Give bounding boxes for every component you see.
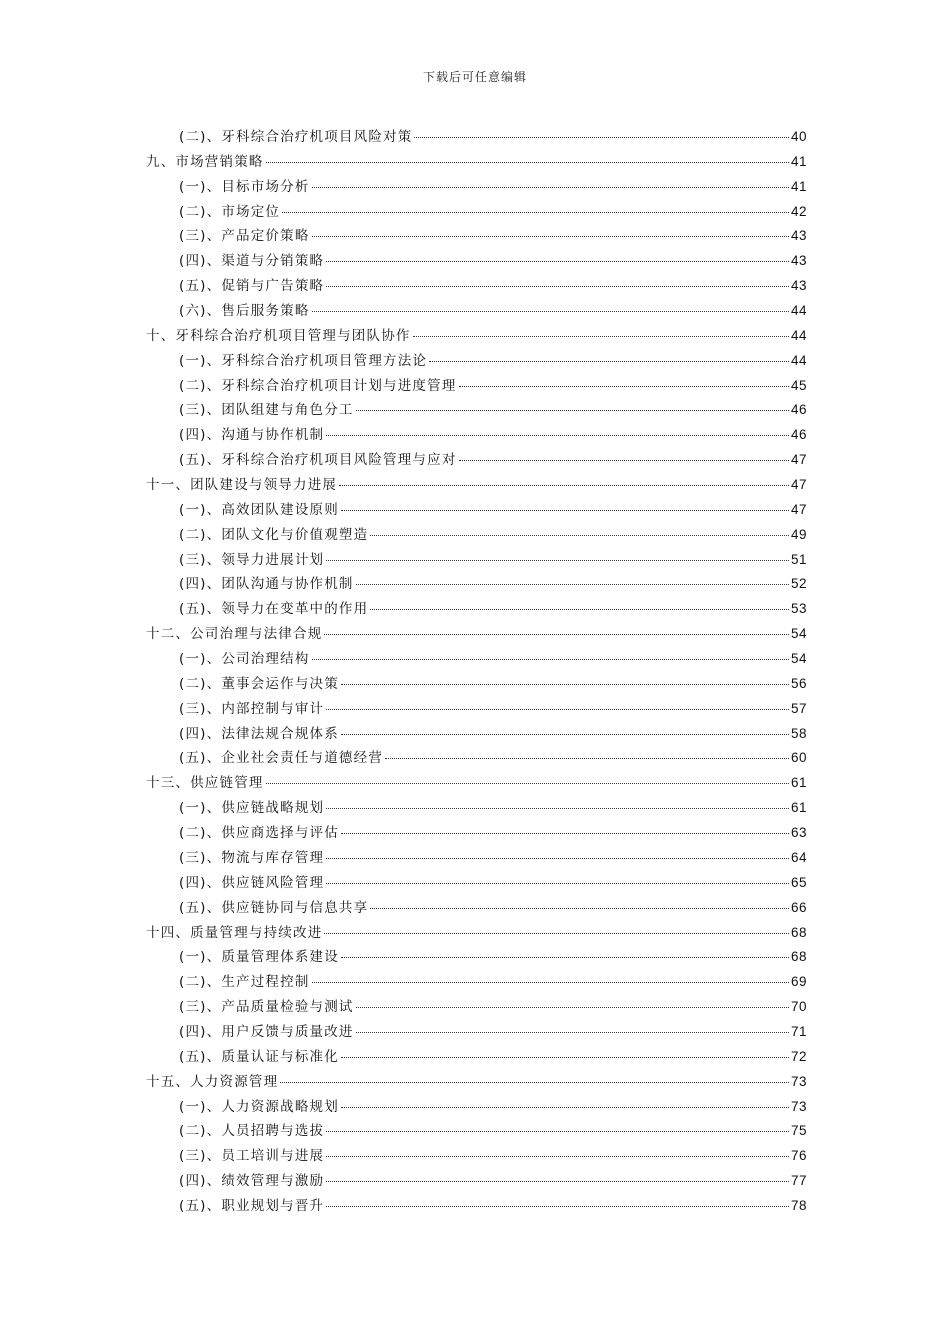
toc-dot-leader — [356, 410, 789, 411]
toc-page-number: 66 — [790, 899, 807, 915]
toc-entry-label: (四)、用户反馈与质量改进 — [179, 1023, 354, 1040]
toc-page-number: 44 — [790, 303, 807, 319]
toc-entry-label: (四)、沟通与协作机制 — [179, 427, 325, 444]
toc-dot-leader — [326, 560, 789, 561]
toc-entry-label: (五)、领导力在变革中的作用 — [179, 601, 369, 618]
toc-section-entry[interactable] — [146, 1144, 807, 1169]
toc-dot-leader — [326, 435, 789, 436]
toc-dot-leader — [341, 1057, 789, 1058]
toc-dot-leader — [459, 460, 789, 461]
toc-entry-label: (二)、供应商选择与评估 — [179, 825, 339, 842]
toc-section-entry[interactable] — [146, 374, 807, 399]
toc-section-entry[interactable] — [146, 249, 807, 274]
toc-chapter-entry[interactable] — [146, 771, 807, 796]
toc-dot-leader — [326, 858, 789, 859]
toc-section-entry[interactable] — [146, 697, 807, 722]
toc-dot-leader — [326, 286, 789, 287]
toc-entry-label: (四)、供应链风险管理 — [179, 874, 325, 891]
toc-dot-leader — [326, 1181, 789, 1182]
toc-page-number: 73 — [790, 1073, 807, 1089]
toc-entry-label: (二)、市场定位 — [179, 203, 281, 220]
toc-dot-leader — [326, 709, 789, 710]
toc-dot-leader — [370, 609, 789, 610]
toc-page-number: 51 — [790, 551, 807, 567]
toc-section-entry[interactable] — [146, 548, 807, 573]
toc-entry-label: 十四、质量管理与持续改进 — [146, 924, 323, 941]
toc-dot-leader — [312, 187, 789, 188]
toc-page-number: 61 — [790, 800, 807, 816]
toc-entry-label: (四)、法律法规合规体系 — [179, 725, 339, 742]
toc-section-entry[interactable] — [146, 1045, 807, 1070]
toc-section-entry[interactable] — [146, 597, 807, 622]
toc-page-number: 43 — [790, 228, 807, 244]
toc-dot-leader — [341, 684, 789, 685]
toc-section-entry[interactable] — [146, 1020, 807, 1045]
toc-chapter-entry[interactable] — [146, 921, 807, 946]
toc-page-number: 52 — [790, 576, 807, 592]
toc-page-number: 46 — [790, 402, 807, 418]
toc-section-entry[interactable] — [146, 722, 807, 747]
toc-dot-leader — [280, 1082, 789, 1083]
toc-section-entry[interactable] — [146, 672, 807, 697]
toc-section-entry[interactable] — [146, 1169, 807, 1194]
toc-entry-label: (四)、渠道与分销策略 — [179, 253, 325, 270]
toc-dot-leader — [370, 908, 789, 909]
toc-page-number: 56 — [790, 675, 807, 691]
toc-dot-leader — [413, 336, 789, 337]
toc-chapter-entry[interactable] — [146, 150, 807, 175]
toc-dot-leader — [414, 137, 789, 138]
toc-entry-label: (二)、牙科综合治疗机项目风险对策 — [179, 129, 413, 145]
toc-section-entry[interactable] — [146, 398, 807, 423]
toc-entry-label: (二)、人员招聘与选拔 — [179, 1123, 325, 1140]
toc-page-number: 73 — [790, 1098, 807, 1114]
toc-entry-label: (一)、高效团队建设原则 — [179, 501, 339, 518]
toc-page-number: 44 — [790, 327, 807, 343]
toc-entry-label: (三)、产品定价策略 — [179, 228, 310, 245]
toc-dot-leader — [312, 982, 789, 983]
toc-page-number: 64 — [790, 849, 807, 865]
toc-page-number: 45 — [790, 377, 807, 393]
toc-entry-label: (二)、董事会运作与决策 — [179, 675, 339, 692]
toc-entry-label: (五)、企业社会责任与道德经营 — [179, 750, 384, 767]
toc-page-number: 54 — [790, 626, 807, 642]
toc-page-number: 57 — [790, 700, 807, 716]
toc-dot-leader — [459, 386, 789, 387]
toc-dot-leader — [356, 1007, 789, 1008]
toc-page-number: 47 — [790, 501, 807, 517]
toc-entry-label: (三)、内部控制与审计 — [179, 700, 325, 717]
toc-page-number: 76 — [790, 1148, 807, 1164]
toc-section-entry[interactable] — [146, 523, 807, 548]
toc-entry-label: (三)、物流与库存管理 — [179, 849, 325, 866]
toc-section-entry[interactable] — [146, 970, 807, 995]
toc-section-entry[interactable] — [146, 746, 807, 771]
toc-dot-leader — [356, 1032, 789, 1033]
toc-entry-label: (三)、领导力进展计划 — [179, 551, 325, 568]
toc-page-number: 61 — [790, 775, 807, 791]
toc-entry-label: (二)、团队文化与价值观塑造 — [179, 526, 369, 543]
toc-dot-leader — [326, 1206, 789, 1207]
toc-dot-leader — [324, 634, 789, 635]
toc-page-number: 72 — [790, 1048, 807, 1064]
toc-dot-leader — [326, 1131, 789, 1132]
toc-section-entry[interactable] — [146, 498, 807, 523]
toc-page-number: 46 — [790, 427, 807, 443]
page-header: 下载后可任意编辑 — [422, 70, 527, 84]
toc-dot-leader — [341, 1107, 789, 1108]
toc-page-number: 42 — [790, 203, 807, 219]
toc-dot-leader — [266, 783, 789, 784]
toc-page-number: 43 — [790, 278, 807, 294]
toc-section-entry[interactable] — [146, 647, 807, 672]
toc-dot-leader — [356, 584, 789, 585]
toc-dot-leader — [339, 485, 789, 486]
toc-entry-label: (三)、团队组建与角色分工 — [179, 402, 354, 419]
toc-entry-label: 十一、团队建设与领导力进展 — [146, 477, 338, 494]
toc-dot-leader — [312, 659, 789, 660]
toc-page-number: 68 — [790, 949, 807, 965]
toc-entry-label: (四)、绩效管理与激励 — [179, 1173, 325, 1190]
toc-section-entry[interactable] — [146, 846, 807, 871]
toc-section-entry[interactable] — [146, 896, 807, 921]
toc-entry-label: 十三、供应链管理 — [146, 775, 264, 792]
toc-dot-leader — [429, 361, 789, 362]
toc-dot-leader — [341, 734, 789, 735]
toc-entry-label: 十五、人力资源管理 — [146, 1073, 279, 1090]
toc-entry-label: 十、牙科综合治疗机项目管理与团队协作 — [146, 327, 411, 344]
toc-entry-label: 十二、公司治理与法律合规 — [146, 626, 323, 643]
toc-dot-leader — [385, 758, 789, 759]
toc-entry-label: (六)、售后服务策略 — [179, 303, 310, 320]
toc-chapter-entry[interactable] — [146, 473, 807, 498]
toc-page-number: 58 — [790, 725, 807, 741]
toc-section-entry[interactable] — [146, 125, 807, 150]
toc-entry-label: (三)、员工培训与进展 — [179, 1148, 325, 1165]
toc-dot-leader — [370, 535, 789, 536]
toc-chapter-entry[interactable] — [146, 1070, 807, 1095]
toc-entry-label: (五)、牙科综合治疗机项目风险管理与应对 — [179, 452, 457, 469]
toc-page-number: 47 — [790, 452, 807, 468]
toc-section-entry[interactable] — [146, 1119, 807, 1144]
toc-section-entry[interactable] — [146, 224, 807, 249]
toc-dot-leader — [266, 162, 789, 163]
toc-dot-leader — [326, 261, 789, 262]
toc-section-entry[interactable] — [146, 572, 807, 597]
toc-dot-leader — [312, 311, 789, 312]
toc-dot-leader — [341, 957, 789, 958]
toc-dot-leader — [326, 883, 789, 884]
toc-entry-label: (一)、目标市场分析 — [179, 178, 310, 195]
toc-page-number: 71 — [790, 1023, 807, 1039]
toc-entry-label: (五)、质量认证与标准化 — [179, 1048, 339, 1065]
toc-dot-leader — [282, 212, 789, 213]
toc-page-number: 47 — [790, 477, 807, 493]
toc-entry-label: (一)、质量管理体系建设 — [179, 949, 339, 966]
toc-entry-label: (四)、团队沟通与协作机制 — [179, 576, 354, 593]
toc-dot-leader — [326, 808, 789, 809]
toc-entry-label: (三)、产品质量检验与测试 — [179, 999, 354, 1016]
toc-entry-label: (五)、促销与广告策略 — [179, 278, 325, 295]
toc-page-number: 49 — [790, 526, 807, 542]
toc-section-entry[interactable] — [146, 423, 807, 448]
toc-page-number: 44 — [790, 352, 807, 368]
toc-section-entry[interactable] — [146, 175, 807, 200]
toc-section-entry[interactable] — [146, 200, 807, 225]
toc-page-number: 53 — [790, 601, 807, 617]
toc-page-number: 43 — [790, 253, 807, 269]
toc-entry-label: (一)、供应链战略规划 — [179, 800, 325, 817]
toc-dot-leader — [341, 510, 789, 511]
toc-section-entry[interactable] — [146, 995, 807, 1020]
toc-page-number: 40 — [790, 129, 807, 144]
toc-entry-label: (五)、职业规划与晋升 — [179, 1197, 325, 1214]
toc-page-number: 68 — [790, 924, 807, 940]
toc-section-entry[interactable] — [146, 349, 807, 374]
toc-section-entry[interactable] — [146, 1194, 807, 1219]
toc-section-entry[interactable] — [146, 448, 807, 473]
toc-page-number: 77 — [790, 1173, 807, 1189]
toc-section-entry[interactable] — [146, 796, 807, 821]
toc-section-entry[interactable] — [146, 299, 807, 324]
toc-section-entry[interactable] — [146, 274, 807, 299]
toc-entry-label: (一)、公司治理结构 — [179, 651, 310, 668]
toc-page-number: 41 — [790, 153, 807, 169]
toc-entry-label: (二)、生产过程控制 — [179, 974, 310, 991]
toc-dot-leader — [324, 933, 789, 934]
toc-page-number: 41 — [790, 178, 807, 194]
toc-section-entry[interactable] — [146, 821, 807, 846]
toc-chapter-entry[interactable] — [146, 324, 807, 349]
toc-page-number: 69 — [790, 974, 807, 990]
toc-page-number: 65 — [790, 874, 807, 890]
toc-entry-label: (二)、牙科综合治疗机项目计划与进度管理 — [179, 377, 457, 394]
toc-page-number: 54 — [790, 651, 807, 667]
toc-section-entry[interactable] — [146, 871, 807, 896]
toc-dot-leader — [326, 1156, 789, 1157]
toc-entry-label: (一)、人力资源战略规划 — [179, 1098, 339, 1115]
toc-page-number: 63 — [790, 825, 807, 841]
toc-page-number: 75 — [790, 1123, 807, 1139]
toc-page-number: 78 — [790, 1197, 807, 1213]
toc-page-number: 70 — [790, 999, 807, 1015]
toc-entry-label: (一)、牙科综合治疗机项目管理方法论 — [179, 352, 428, 369]
toc-entry-label: 九、市场营销策略 — [146, 153, 264, 170]
toc-section-entry[interactable] — [146, 945, 807, 970]
toc-entry-label: (五)、供应链协同与信息共享 — [179, 899, 369, 916]
toc-chapter-entry[interactable] — [146, 622, 807, 647]
toc-section-entry[interactable] — [146, 1095, 807, 1120]
toc-dot-leader — [312, 236, 789, 237]
table-of-contents — [146, 125, 807, 1219]
toc-page-number: 60 — [790, 750, 807, 766]
toc-dot-leader — [341, 833, 789, 834]
